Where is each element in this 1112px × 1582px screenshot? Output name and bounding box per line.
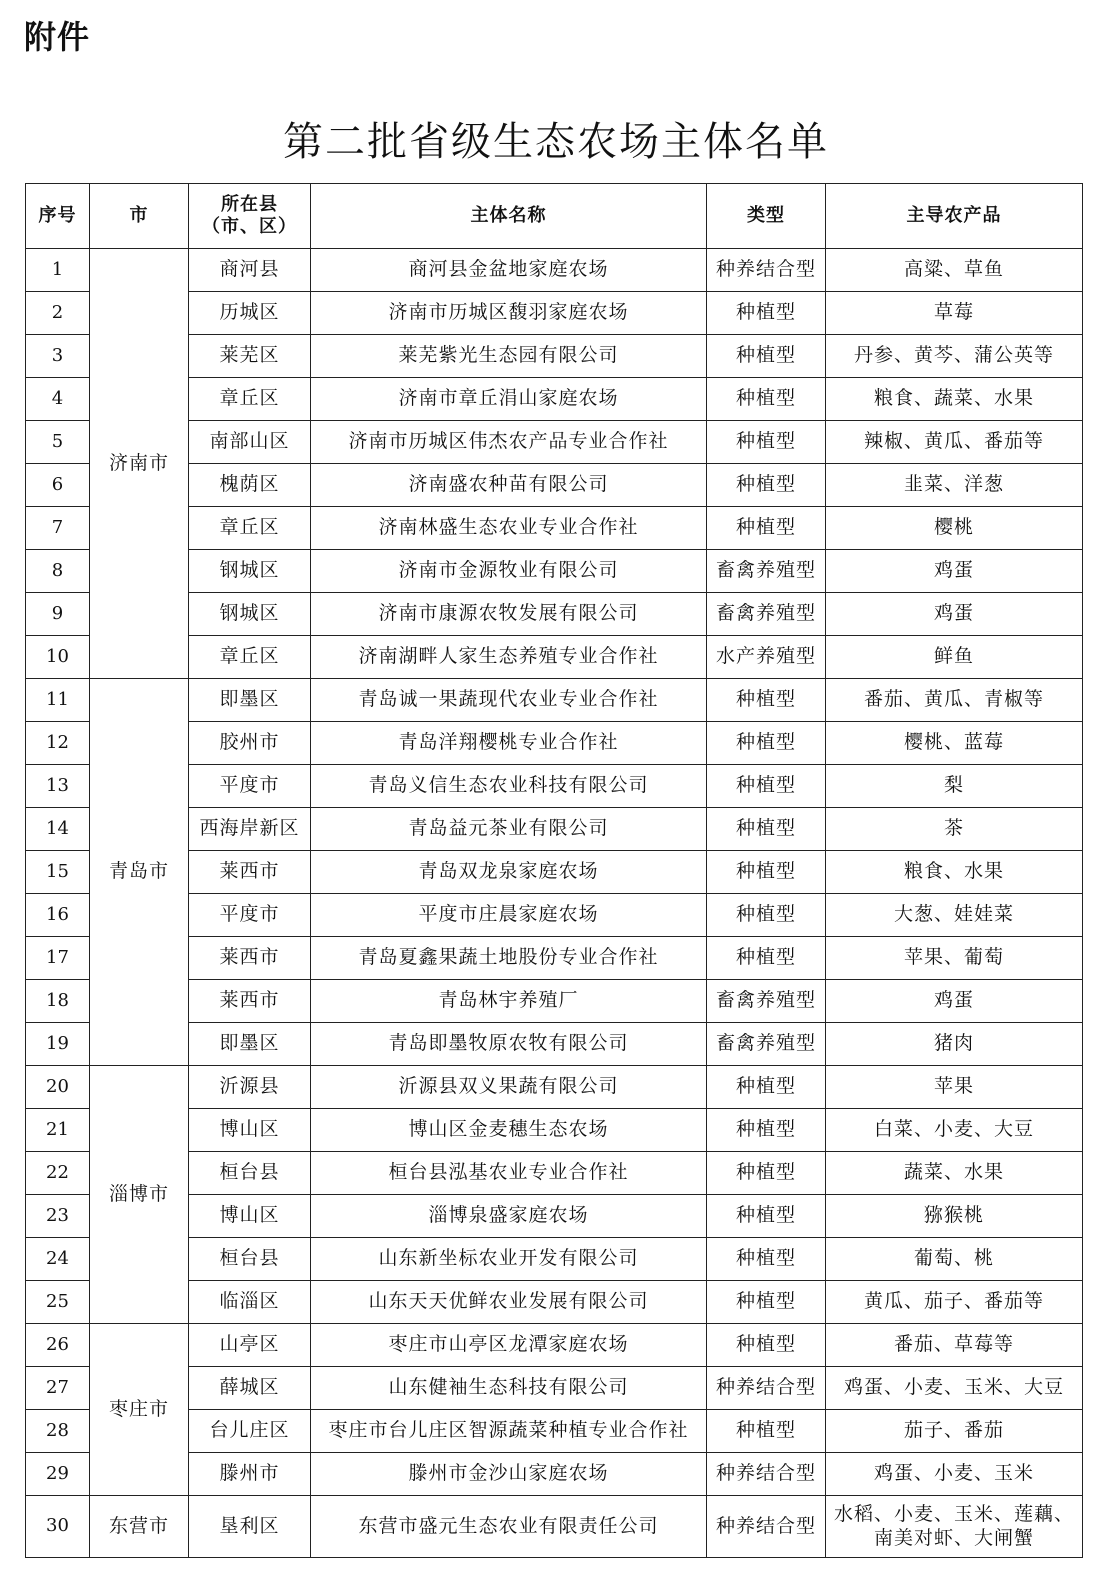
cell-county: 章丘区 (189, 636, 311, 679)
cell-entity-name: 青岛夏鑫果蔬土地股份专业合作社 (311, 937, 707, 980)
cell-entity-name: 济南湖畔人家生态养殖专业合作社 (311, 636, 707, 679)
cell-entity-name: 青岛益元茶业有限公司 (311, 808, 707, 851)
cell-products: 苹果、葡萄 (826, 937, 1083, 980)
cell-city: 青岛市 (90, 679, 189, 1066)
cell-index: 10 (26, 636, 90, 679)
cell-type: 种植型 (707, 765, 826, 808)
cell-index: 30 (26, 1496, 90, 1558)
cell-index: 16 (26, 894, 90, 937)
cell-index: 11 (26, 679, 90, 722)
cell-county: 钢城区 (189, 593, 311, 636)
cell-entity-name: 济南市历城区馥羽家庭农场 (311, 292, 707, 335)
cell-county: 商河县 (189, 249, 311, 292)
header-cell-city: 市 (90, 184, 189, 249)
cell-products: 樱桃、蓝莓 (826, 722, 1083, 765)
table-row (26, 1324, 1083, 1367)
farm-list-table (25, 183, 1083, 1558)
cell-products: 鸡蛋、小麦、玉米、大豆 (826, 1367, 1083, 1410)
table-header-row (26, 184, 1083, 249)
cell-type: 种养结合型 (707, 1367, 826, 1410)
cell-entity-name: 桓台县泓基农业专业合作社 (311, 1152, 707, 1195)
cell-county: 胶州市 (189, 722, 311, 765)
cell-entity-name: 博山区金麦穗生态农场 (311, 1109, 707, 1152)
cell-type: 种植型 (707, 421, 826, 464)
cell-county: 桓台县 (189, 1152, 311, 1195)
cell-index: 27 (26, 1367, 90, 1410)
cell-type: 畜禽养殖型 (707, 593, 826, 636)
cell-index: 29 (26, 1453, 90, 1496)
cell-city: 枣庄市 (90, 1324, 189, 1496)
cell-county: 钢城区 (189, 550, 311, 593)
cell-index: 4 (26, 378, 90, 421)
cell-products: 水稻、小麦、玉米、莲藕、 南美对虾、大闸蟹 (826, 1496, 1083, 1558)
cell-index: 3 (26, 335, 90, 378)
cell-type: 种植型 (707, 1238, 826, 1281)
cell-index: 19 (26, 1023, 90, 1066)
cell-index: 14 (26, 808, 90, 851)
cell-index: 8 (26, 550, 90, 593)
cell-index: 15 (26, 851, 90, 894)
cell-type: 种养结合型 (707, 1453, 826, 1496)
cell-entity-name: 东营市盛元生态农业有限责任公司 (311, 1496, 707, 1558)
cell-products: 辣椒、黄瓜、番茄等 (826, 421, 1083, 464)
cell-products: 蔬菜、水果 (826, 1152, 1083, 1195)
cell-products: 鸡蛋、小麦、玉米 (826, 1453, 1083, 1496)
cell-type: 种植型 (707, 335, 826, 378)
cell-county: 薛城区 (189, 1367, 311, 1410)
cell-type: 种植型 (707, 1152, 826, 1195)
cell-entity-name: 平度市庄晨家庭农场 (311, 894, 707, 937)
cell-entity-name: 山东天天优鲜农业发展有限公司 (311, 1281, 707, 1324)
cell-type: 种植型 (707, 507, 826, 550)
cell-county: 桓台县 (189, 1238, 311, 1281)
cell-entity-name: 济南市康源农牧发展有限公司 (311, 593, 707, 636)
cell-entity-name: 青岛义信生态农业科技有限公司 (311, 765, 707, 808)
cell-entity-name: 沂源县双义果蔬有限公司 (311, 1066, 707, 1109)
cell-type: 畜禽养殖型 (707, 980, 826, 1023)
cell-type: 种植型 (707, 1410, 826, 1453)
cell-entity-name: 青岛林宇养殖厂 (311, 980, 707, 1023)
header-cell-products: 主导农产品 (826, 184, 1083, 249)
cell-products: 丹参、黄芩、蒲公英等 (826, 335, 1083, 378)
cell-index: 6 (26, 464, 90, 507)
cell-county: 莱西市 (189, 937, 311, 980)
page-title: 第二批省级生态农场主体名单 (283, 119, 829, 165)
cell-county: 莱西市 (189, 980, 311, 1023)
cell-type: 种植型 (707, 1109, 826, 1152)
cell-products: 葡萄、桃 (826, 1238, 1083, 1281)
table-row (26, 679, 1083, 722)
cell-index: 9 (26, 593, 90, 636)
cell-index: 17 (26, 937, 90, 980)
cell-city: 济南市 (90, 249, 189, 679)
cell-county: 章丘区 (189, 378, 311, 421)
cell-index: 7 (26, 507, 90, 550)
cell-county: 即墨区 (189, 1023, 311, 1066)
table-body (26, 249, 1083, 1558)
cell-index: 24 (26, 1238, 90, 1281)
cell-city: 淄博市 (90, 1066, 189, 1324)
cell-products: 粮食、水果 (826, 851, 1083, 894)
attachment-label: 附件 (24, 18, 91, 56)
cell-entity-name: 淄博泉盛家庭农场 (311, 1195, 707, 1238)
cell-type: 水产养殖型 (707, 636, 826, 679)
cell-type: 种植型 (707, 1324, 826, 1367)
cell-products: 鲜鱼 (826, 636, 1083, 679)
cell-products: 高粱、草鱼 (826, 249, 1083, 292)
cell-type: 种植型 (707, 722, 826, 765)
cell-products: 鸡蛋 (826, 593, 1083, 636)
cell-index: 1 (26, 249, 90, 292)
cell-products: 韭菜、洋葱 (826, 464, 1083, 507)
cell-products: 番茄、草莓等 (826, 1324, 1083, 1367)
cell-index: 18 (26, 980, 90, 1023)
cell-index: 22 (26, 1152, 90, 1195)
cell-county: 博山区 (189, 1109, 311, 1152)
cell-county: 博山区 (189, 1195, 311, 1238)
cell-county: 平度市 (189, 765, 311, 808)
cell-type: 种植型 (707, 464, 826, 507)
cell-index: 12 (26, 722, 90, 765)
cell-products: 樱桃 (826, 507, 1083, 550)
cell-entity-name: 济南市金源牧业有限公司 (311, 550, 707, 593)
cell-county: 西海岸新区 (189, 808, 311, 851)
cell-products: 梨 (826, 765, 1083, 808)
cell-products: 鸡蛋 (826, 980, 1083, 1023)
cell-products: 白菜、小麦、大豆 (826, 1109, 1083, 1152)
cell-type: 种植型 (707, 679, 826, 722)
cell-entity-name: 山东健袖生态科技有限公司 (311, 1367, 707, 1410)
cell-type: 种养结合型 (707, 1496, 826, 1558)
cell-type: 畜禽养殖型 (707, 1023, 826, 1066)
header-cell-index: 序号 (26, 184, 90, 249)
cell-products: 粮食、蔬菜、水果 (826, 378, 1083, 421)
cell-type: 种植型 (707, 937, 826, 980)
table-row (26, 249, 1083, 292)
cell-products: 猪肉 (826, 1023, 1083, 1066)
cell-county: 即墨区 (189, 679, 311, 722)
header-cell-entity-name: 主体名称 (311, 184, 707, 249)
cell-county: 台儿庄区 (189, 1410, 311, 1453)
cell-products: 茶 (826, 808, 1083, 851)
table-row (26, 1066, 1083, 1109)
cell-entity-name: 济南市历城区伟杰农产品专业合作社 (311, 421, 707, 464)
table-row (26, 1496, 1083, 1558)
cell-type: 种植型 (707, 292, 826, 335)
cell-index: 26 (26, 1324, 90, 1367)
cell-entity-name: 青岛洋翔樱桃专业合作社 (311, 722, 707, 765)
cell-county: 滕州市 (189, 1453, 311, 1496)
cell-type: 种植型 (707, 1195, 826, 1238)
cell-type: 种植型 (707, 894, 826, 937)
header-cell-county: 所在县 （市、区） (189, 184, 311, 249)
cell-city: 东营市 (90, 1496, 189, 1558)
cell-products: 鸡蛋 (826, 550, 1083, 593)
cell-index: 13 (26, 765, 90, 808)
cell-entity-name: 山东新坐标农业开发有限公司 (311, 1238, 707, 1281)
cell-entity-name: 枣庄市山亭区龙潭家庭农场 (311, 1324, 707, 1367)
cell-entity-name: 商河县金盆地家庭农场 (311, 249, 707, 292)
cell-county: 历城区 (189, 292, 311, 335)
header-cell-type: 类型 (707, 184, 826, 249)
cell-index: 21 (26, 1109, 90, 1152)
cell-type: 种植型 (707, 808, 826, 851)
cell-products: 苹果 (826, 1066, 1083, 1109)
cell-products: 茄子、番茄 (826, 1410, 1083, 1453)
cell-county: 南部山区 (189, 421, 311, 464)
cell-entity-name: 济南盛农种苗有限公司 (311, 464, 707, 507)
cell-county: 沂源县 (189, 1066, 311, 1109)
cell-products: 猕猴桃 (826, 1195, 1083, 1238)
cell-county: 平度市 (189, 894, 311, 937)
cell-entity-name: 莱芜紫光生态园有限公司 (311, 335, 707, 378)
cell-index: 28 (26, 1410, 90, 1453)
cell-entity-name: 滕州市金沙山家庭农场 (311, 1453, 707, 1496)
cell-county: 槐荫区 (189, 464, 311, 507)
cell-county: 山亭区 (189, 1324, 311, 1367)
cell-county: 莱芜区 (189, 335, 311, 378)
cell-index: 2 (26, 292, 90, 335)
cell-index: 23 (26, 1195, 90, 1238)
cell-county: 临淄区 (189, 1281, 311, 1324)
cell-entity-name: 青岛双龙泉家庭农场 (311, 851, 707, 894)
cell-county: 章丘区 (189, 507, 311, 550)
cell-type: 种养结合型 (707, 249, 826, 292)
cell-type: 种植型 (707, 1281, 826, 1324)
cell-products: 大葱、娃娃菜 (826, 894, 1083, 937)
cell-products: 番茄、黄瓜、青椒等 (826, 679, 1083, 722)
cell-index: 25 (26, 1281, 90, 1324)
cell-entity-name: 青岛即墨牧原农牧有限公司 (311, 1023, 707, 1066)
cell-county: 莱西市 (189, 851, 311, 894)
cell-county: 垦利区 (189, 1496, 311, 1558)
cell-products: 草莓 (826, 292, 1083, 335)
cell-entity-name: 青岛诚一果蔬现代农业专业合作社 (311, 679, 707, 722)
cell-type: 种植型 (707, 1066, 826, 1109)
cell-type: 种植型 (707, 851, 826, 894)
cell-index: 20 (26, 1066, 90, 1109)
cell-type: 畜禽养殖型 (707, 550, 826, 593)
cell-type: 种植型 (707, 378, 826, 421)
cell-entity-name: 枣庄市台儿庄区智源蔬菜种植专业合作社 (311, 1410, 707, 1453)
cell-entity-name: 济南林盛生态农业专业合作社 (311, 507, 707, 550)
cell-index: 5 (26, 421, 90, 464)
cell-products: 黄瓜、茄子、番茄等 (826, 1281, 1083, 1324)
cell-entity-name: 济南市章丘涓山家庭农场 (311, 378, 707, 421)
